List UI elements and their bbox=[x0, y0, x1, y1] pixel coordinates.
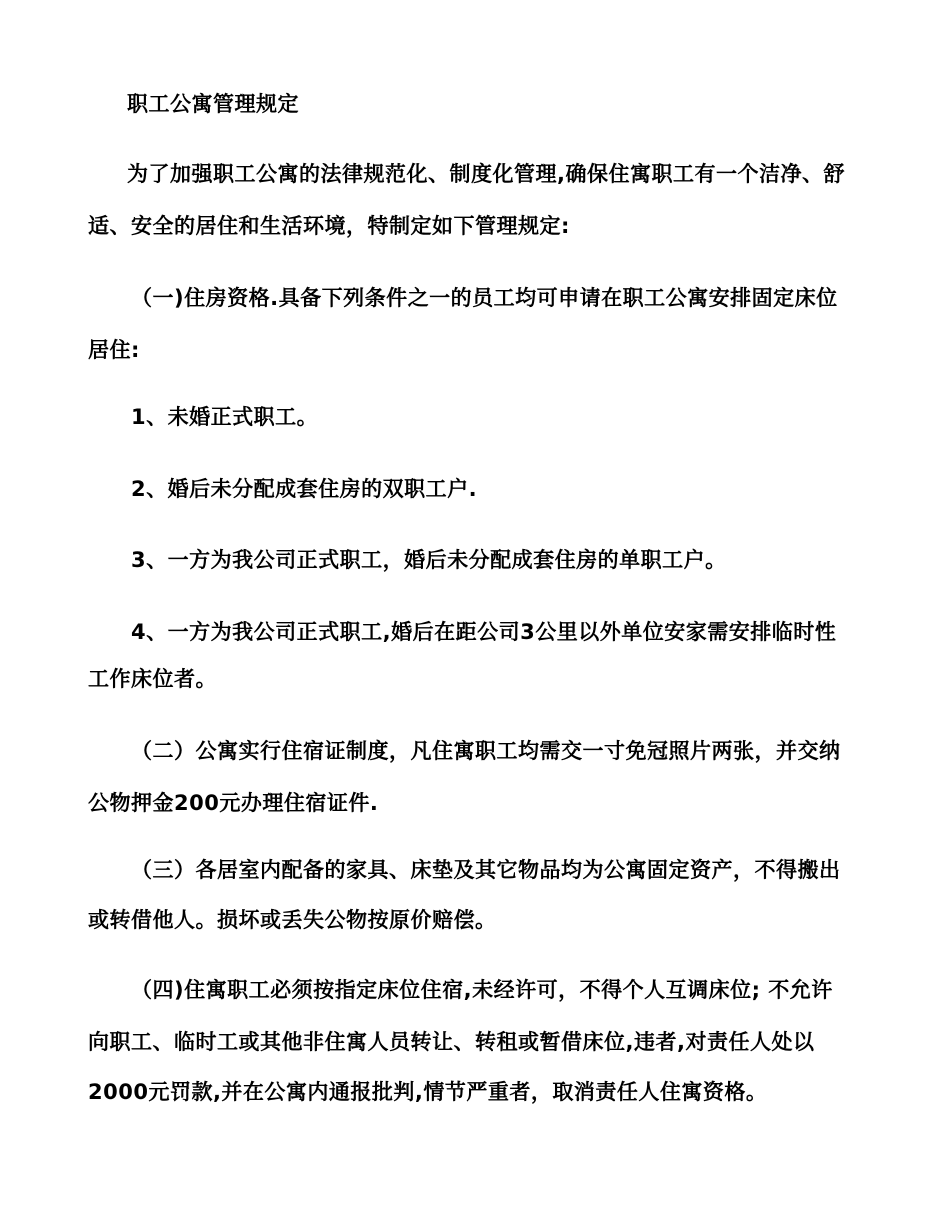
item4-line-1: 4、一方为我公司正式职工,婚后在距公司3公里以外单位安家需安排临时性 bbox=[131, 620, 837, 644]
section4-line-3: 2000元罚款,并在公寓内通报批判,情节严重者，取消责任人住寓资格。 bbox=[88, 1080, 768, 1104]
section2-line-1: （二）公寓实行住宿证制度，凡住寓职工均需交一寸免冠照片两张，并交纳 bbox=[131, 739, 841, 763]
section2-line-2: 公物押金200元办理住宿证件. bbox=[88, 791, 379, 815]
section1-line-1: （一)住房资格.具备下列条件之一的员工均可申请在职工公寓安排固定床位 bbox=[131, 286, 838, 310]
item4-line-2: 工作床位者。 bbox=[88, 667, 217, 691]
section1-line-2: 居住: bbox=[88, 338, 140, 362]
section3-line-2: 或转借他人。损坏或丢失公物按原价赔偿。 bbox=[88, 908, 497, 932]
item1-line: 1、未婚正式职工。 bbox=[131, 405, 319, 429]
section4-line-1: （四)住寓职工必须按指定床位住宿,未经许可，不得个人互调床位; 不允许 bbox=[131, 978, 833, 1002]
intro-line-2: 适、安全的居住和生活环境，特制定如下管理规定: bbox=[88, 214, 570, 238]
section4-line-2: 向职工、临时工或其他非住寓人员转让、转租或暂借床位,违者,对责任人处以 bbox=[88, 1030, 815, 1054]
section3-line-1: （三）各居室内配备的家具、床垫及其它物品均为公寓固定资产，不得搬出 bbox=[131, 858, 841, 882]
item2-line: 2、婚后未分配成套住房的双职工户. bbox=[131, 477, 478, 501]
item3-line: 3、一方为我公司正式职工，婚后未分配成套住房的单职工户。 bbox=[131, 548, 727, 572]
document-title: 职工公寓管理规定 bbox=[127, 92, 299, 116]
intro-line-1: 为了加强职工公寓的法律规范化、制度化管理,确保住寓职工有一个洁净、舒 bbox=[127, 162, 845, 186]
